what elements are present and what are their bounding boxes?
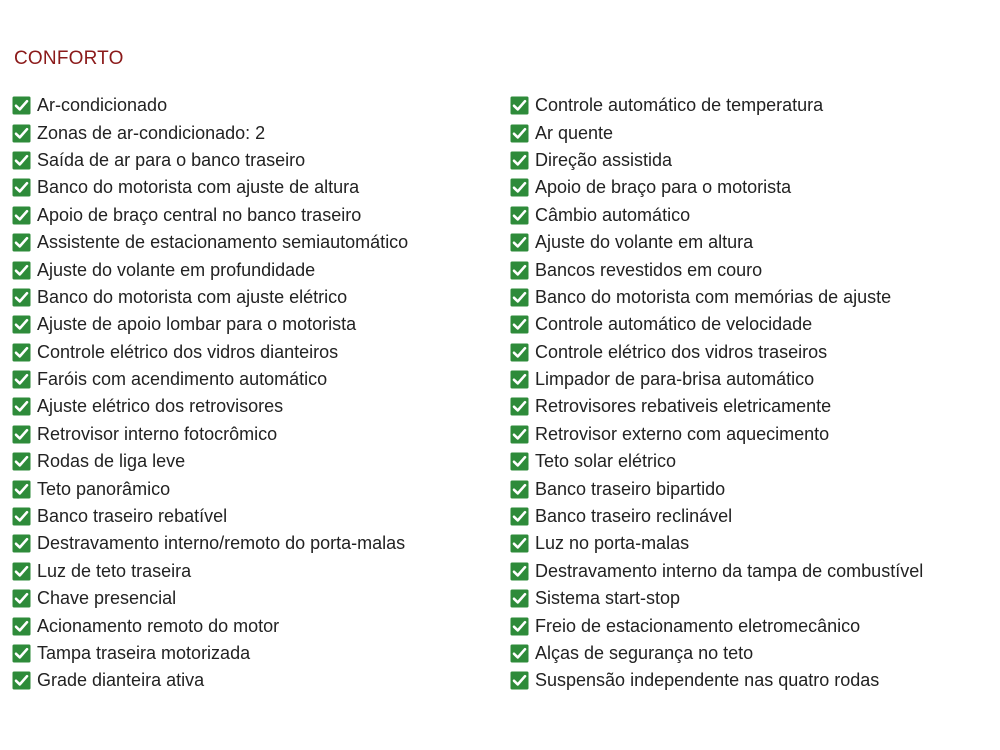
feature-label: Luz de teto traseira xyxy=(37,560,192,581)
check-box-icon xyxy=(510,562,529,581)
check-box-icon xyxy=(510,452,529,471)
feature-item xyxy=(510,558,990,585)
check-box-icon xyxy=(12,96,31,115)
feature-item xyxy=(12,558,492,585)
feature-label: Controle automático de temperatura xyxy=(535,95,824,116)
feature-label: Ajuste de apoio lombar para o motorista xyxy=(37,314,357,335)
feature-item xyxy=(12,311,492,338)
feature-item xyxy=(510,202,990,229)
feature-label: Banco do motorista com ajuste elétrico xyxy=(37,286,348,307)
check-box-icon xyxy=(12,534,31,553)
check-box-icon xyxy=(510,96,529,115)
feature-label: Acionamento remoto do motor xyxy=(37,615,280,636)
check-box-icon xyxy=(12,671,31,690)
feature-label: Faróis com acendimento automático xyxy=(37,369,328,390)
feature-label: Controle elétrico dos vidros traseiros xyxy=(535,341,828,362)
check-box-icon xyxy=(510,644,529,663)
feature-label: Limpador de para-brisa automático xyxy=(535,369,815,390)
check-box-icon xyxy=(12,644,31,663)
check-box-icon xyxy=(510,507,529,526)
feature-item xyxy=(12,503,492,530)
check-box-icon xyxy=(12,206,31,225)
feature-label: Chave presencial xyxy=(37,588,177,609)
check-box-icon xyxy=(12,452,31,471)
check-box-icon xyxy=(12,261,31,280)
check-box-icon xyxy=(510,425,529,444)
check-box-icon xyxy=(12,288,31,307)
feature-label: Apoio de braço para o motorista xyxy=(535,177,792,198)
feature-label: Luz no porta-malas xyxy=(535,533,690,554)
check-box-icon xyxy=(12,617,31,636)
feature-item xyxy=(510,530,990,557)
check-box-icon xyxy=(510,261,529,280)
feature-label: Ajuste elétrico dos retrovisores xyxy=(37,396,284,417)
check-box-icon xyxy=(510,206,529,225)
feature-item xyxy=(12,640,492,667)
feature-label: Retrovisores rebativeis eletricamente xyxy=(535,396,832,417)
feature-item xyxy=(510,393,990,420)
feature-item xyxy=(12,393,492,420)
feature-label: Banco traseiro rebatível xyxy=(37,506,228,527)
feature-label: Ar-condicionado xyxy=(37,95,168,116)
feature-label: Zonas de ar-condicionado: 2 xyxy=(37,122,266,143)
feature-label: Teto panorâmico xyxy=(37,478,171,499)
feature-item xyxy=(510,284,990,311)
feature-label: Suspensão independente nas quatro rodas xyxy=(535,670,880,691)
check-box-icon xyxy=(12,233,31,252)
check-box-icon xyxy=(12,151,31,170)
check-box-icon xyxy=(12,370,31,389)
feature-item xyxy=(510,475,990,502)
feature-item xyxy=(12,366,492,393)
feature-item xyxy=(510,612,990,639)
feature-label: Banco do motorista com ajuste de altura xyxy=(37,177,360,198)
feature-item xyxy=(510,421,990,448)
feature-label: Tampa traseira motorizada xyxy=(37,643,251,663)
check-box-icon xyxy=(510,233,529,252)
feature-item xyxy=(12,475,492,502)
check-box-icon xyxy=(510,370,529,389)
feature-item xyxy=(510,119,990,146)
feature-label: Ar quente xyxy=(535,122,614,143)
feature-item xyxy=(12,256,492,283)
feature-label: Alças de segurança no teto xyxy=(535,643,754,663)
feature-list-right xyxy=(510,92,990,695)
feature-item xyxy=(12,421,492,448)
feature-item xyxy=(12,284,492,311)
feature-label: Banco traseiro reclinável xyxy=(535,506,733,527)
feature-item xyxy=(510,92,990,119)
feature-label: Saída de ar para o banco traseiro xyxy=(37,149,306,170)
feature-label: Sistema start-stop xyxy=(535,588,681,609)
check-box-icon xyxy=(510,617,529,636)
check-box-icon xyxy=(510,534,529,553)
feature-label: Grade dianteira ativa xyxy=(37,670,205,691)
feature-label: Apoio de braço central no banco traseiro xyxy=(37,204,362,225)
feature-label: Rodas de liga leve xyxy=(37,451,186,472)
feature-item xyxy=(510,174,990,201)
feature-item xyxy=(12,229,492,256)
check-box-icon xyxy=(12,480,31,499)
feature-label: Ajuste do volante em profundidade xyxy=(37,259,316,280)
feature-item xyxy=(12,147,492,174)
feature-label: Teto solar elétrico xyxy=(535,451,677,472)
check-box-icon xyxy=(510,151,529,170)
feature-item xyxy=(510,448,990,475)
check-box-icon xyxy=(510,178,529,197)
feature-item xyxy=(510,366,990,393)
feature-label: Banco traseiro bipartido xyxy=(535,478,726,499)
check-box-icon xyxy=(12,343,31,362)
check-box-icon xyxy=(510,124,529,143)
feature-label: Bancos revestidos em couro xyxy=(535,259,763,280)
feature-item xyxy=(12,585,492,612)
feature-item xyxy=(510,585,990,612)
check-box-icon xyxy=(510,288,529,307)
feature-item xyxy=(510,339,990,366)
feature-item xyxy=(510,256,990,283)
check-box-icon xyxy=(12,178,31,197)
check-box-icon xyxy=(12,397,31,416)
feature-item xyxy=(12,612,492,639)
check-box-icon xyxy=(510,315,529,334)
check-box-icon xyxy=(510,589,529,608)
check-box-icon xyxy=(12,315,31,334)
feature-item xyxy=(510,503,990,530)
feature-item xyxy=(12,530,492,557)
check-box-icon xyxy=(510,343,529,362)
feature-item xyxy=(510,640,990,667)
feature-label: Retrovisor externo com aquecimento xyxy=(535,423,830,444)
feature-item xyxy=(12,174,492,201)
check-box-icon xyxy=(510,671,529,690)
check-box-icon xyxy=(12,124,31,143)
feature-label: Ajuste do volante em altura xyxy=(535,232,754,253)
feature-list-left xyxy=(12,92,492,695)
feature-label: Destravamento interno da tampa de combustível xyxy=(535,560,924,581)
check-box-icon xyxy=(12,589,31,608)
check-box-icon xyxy=(510,480,529,499)
feature-item xyxy=(12,667,492,694)
feature-item xyxy=(510,147,990,174)
feature-label: Câmbio automático xyxy=(535,204,691,225)
feature-label: Retrovisor interno fotocrômico xyxy=(37,423,278,444)
check-box-icon xyxy=(510,397,529,416)
feature-item xyxy=(510,311,990,338)
feature-label: Direção assistida xyxy=(535,149,673,170)
feature-item xyxy=(12,119,492,146)
check-box-icon xyxy=(12,562,31,581)
feature-label: Banco do motorista com memórias de ajuste xyxy=(535,286,892,307)
feature-label: Controle automático de velocidade xyxy=(535,314,813,335)
feature-label: Destravamento interno/remoto do porta-malas xyxy=(37,533,406,554)
check-box-icon xyxy=(12,425,31,444)
feature-label: Assistente de estacionamento semiautomático xyxy=(37,232,409,253)
section-title: CONFORTO xyxy=(14,48,124,69)
feature-item xyxy=(12,92,492,119)
feature-item xyxy=(12,339,492,366)
feature-item xyxy=(510,667,990,694)
feature-label: Freio de estacionamento eletromecânico xyxy=(535,615,861,636)
feature-label: Controle elétrico dos vidros dianteiros xyxy=(37,341,339,362)
feature-item xyxy=(510,229,990,256)
check-box-icon xyxy=(12,507,31,526)
feature-item xyxy=(12,202,492,229)
feature-item xyxy=(12,448,492,475)
